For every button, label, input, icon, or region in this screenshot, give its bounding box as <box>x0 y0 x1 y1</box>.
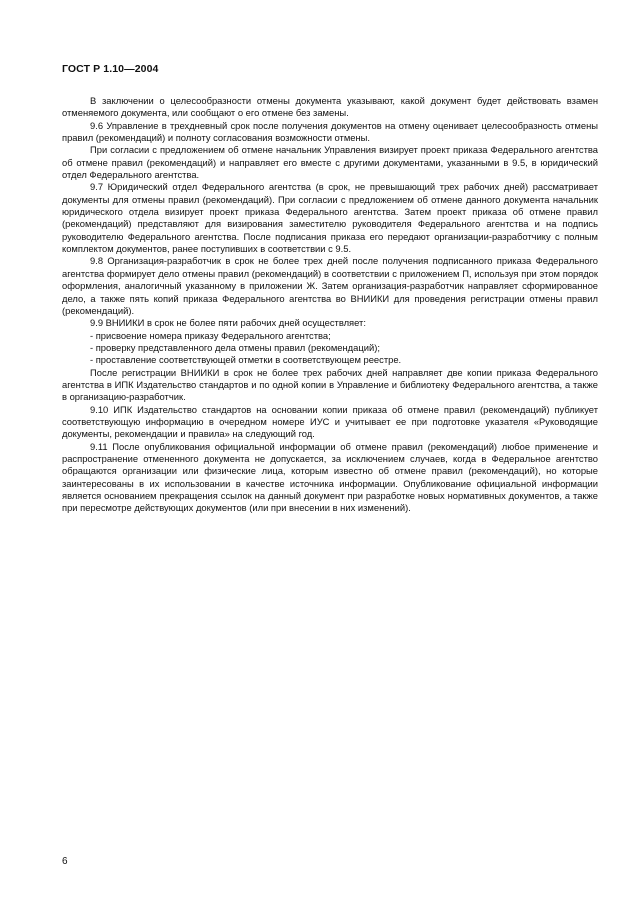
list-item-case-check: - проверку представленного дела отмены правил (рекомендаций); <box>90 341 380 353</box>
paragraph-9-9: 9.9 ВНИИКИ в срок не более пяти рабочих дней осуществляет: <box>90 317 366 329</box>
paragraph-9-6: 9.6 Управление в трехдневный срок после получения документов на отмену оценивает целесообразность отмены правил (рекомендаций) и полноту согласования возможности отмены. <box>62 119 598 144</box>
paragraph-9-7: 9.7 Юридический отдел Федерального агентства (в срок, не превышающий трех рабочих дней) рассматривает документы для отмены правил (рекомендаций). При согласии с предложением об отмене данного документа начальник юридического отдела визирует проект приказа Федерального агентства. Затем проект приказа об отмене правил (рекомендаций) представляют для визирования заместителю руководителя Федерального агентства и на подпись руководителю Федерального агентства. После подписания приказа его передают организации-разработчику с полным комплектом документов, ранее поступивших в соответствии с 9.5. <box>62 181 598 255</box>
page-number: 6 <box>62 856 68 867</box>
paragraph-approval: При согласии с предложением об отмене начальник Управления визирует проект приказа Федерального агентства об отмене правил (рекомендаций) и направляет его вместе с другими документами, указанными в 9.5, в юридический отдел Федерального агентства. <box>62 144 598 181</box>
paragraph-after-registration: После регистрации ВНИИКИ в срок не более трех рабочих дней направляет две копии приказа Федерального агентства в ИПК Издательство стандартов и по одной копии в Управление и библиотеку Федерального агентства, а также в организацию-разработчик. <box>62 366 598 403</box>
paragraph-9-8: 9.8 Организация-разработчик в срок не более трех дней после получения подписанного приказа Федерального агентства формирует дело отмены правил (рекомендаций) в соответствии с приложением П, используя при этом порядок оформления, аналогичный указанному в приложении Ж. Затем организация-разработчик направляет сформированное дело, а также пять копий приказа Федерального агентства во ВНИИКИ для проведения регистрации отмены правил (рекомендаций). <box>62 255 598 316</box>
paragraph-9-10: 9.10 ИПК Издательство стандартов на основании копии приказа об отмене правил (рекомендаций) публикует соответствующую информацию в очередном номере ИУС и учитывает ее при подготовке указателя «Руководящие документы, рекомендации и правила» на следующий год. <box>62 403 598 440</box>
list-item-number-assignment: - присвоение номера приказу Федерального агентства; <box>90 329 331 341</box>
document-body <box>62 95 598 515</box>
paragraph-conclusion: В заключении о целесообразности отмены документа указывают, какой документ будет действовать взамен отменяемого документа, или сообщают о его отмене без замены. <box>62 95 598 119</box>
paragraph-9-11: 9.11 После опубликования официальной информации об отмене правил (рекомендаций) любое применение и распространение отмененного документа не допускается, за исключением случаев, когда в Федеральное агентство обращаются организации или физические лица, которым известно об отмене правил (рекомендаций), но которые заинтересованы в их использовании в качестве источника информации. Опубликование официальной информации является основанием прекращения ссылок на данный документ при разработке новых нормативных документов, а также при пересмотре действующих документов (или при внесении в них изменений). <box>62 440 598 514</box>
document-header: ГОСТ Р 1.10—2004 <box>62 63 159 75</box>
list-item-registry-mark: - проставление соответствующей отметки в соответствующем реестре. <box>90 354 402 366</box>
